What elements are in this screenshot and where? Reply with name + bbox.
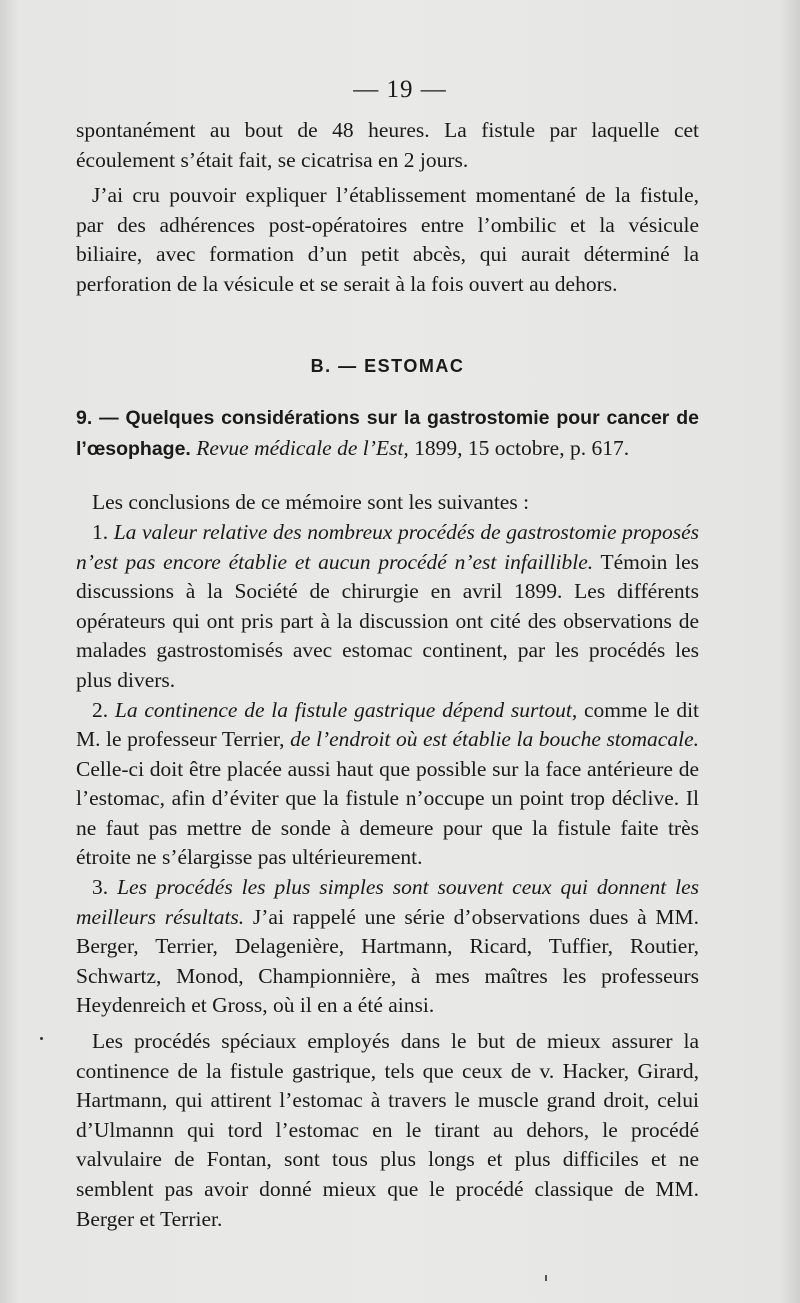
item-9-journal: Revue médicale de l’Est, xyxy=(196,435,409,460)
page-number: — 19 — xyxy=(353,76,447,103)
item-9-entry xyxy=(76,403,699,464)
conclusion-2 xyxy=(76,696,699,874)
conclusions-intro: Les conclusions de ce mémoire sont les suivantes : xyxy=(92,490,530,515)
conclusion-3-text: J’ai rappelé une série d’observations dues à MM. Berger, Terrier, Delagenière, Hartmann, Ricard, Tuffier, Routier, Schwartz, Monod, Championnière, à mes maîtres les professeurs Heydenreich et Gross, où il en a été ainsi. xyxy=(76,904,699,1018)
margin-dot xyxy=(40,1037,43,1040)
conclusion-1 xyxy=(76,518,699,696)
conclusion-2-italic-2: de l’endroit où est établie la bouche stomacale. xyxy=(290,727,699,752)
conclusion-2-number: 2. xyxy=(92,697,115,722)
conclusion-2-italic: La continence de la fistule gastrique dépend surtout, xyxy=(114,697,578,722)
conclusion-2-text: Celle-ci doit être placée aussi haut que possible sur la face antérieure de l’estomac, afin d’éviter que la fistule n’occupe un point trop déclive. Il ne faut pas mettre de sonde à demeure pour que la fistule faite très étroite ne s’élargisse pas ultérieurement. xyxy=(76,756,699,870)
paragraph-final: Les procédés spéciaux employés dans le but de mieux assurer la continence de la fistule gastrique, tels que ceux de v. Hacker, Girard, Hartmann, qui attirent l’estomac à travers le muscle grand droit, celui d’Ulmannn qui tord l’estomac en le tirant au dehors, le procédé valvulaire de Fontan, sont tous plus longs et plus difficiles et ne semblent pas avoir donné mieux que le procédé classique de MM. Berger et Terrier. xyxy=(76,1029,699,1231)
conclusion-1-number: 1. xyxy=(92,519,114,544)
paragraph-fistule: J’ai cru pouvoir expliquer l’établissement momentané de la fistule, par des adhérences post-opératoires entre l’ombilic et la vésicule biliaire, avec formation d’un petit abcès, qui aurait déterminé la perforation de la vésicule et se serait à la fois ouvert au dehors. xyxy=(76,183,699,296)
print-mark xyxy=(545,1275,547,1281)
item-9-citation: 1899, 15 octobre, p. 617. xyxy=(408,435,630,460)
conclusion-3 xyxy=(76,873,699,1021)
section-heading: B. — ESTOMAC xyxy=(310,355,465,376)
paragraph-continuation: spontanément au bout de 48 heures. La fistule par laquelle cet écoulement s’était fait, se cicatrisa en 2 jours. xyxy=(76,118,699,172)
conclusion-3-italic: Les procédés les plus simples sont souvent ceux qui donnent les meilleurs résultats. xyxy=(76,875,700,929)
conclusion-1-italic: La valeur relative des nombreux procédés de gastrostomie proposés n’est pas encore établie et aucun procédé n’est infaillible. xyxy=(76,519,699,574)
conclusion-2-mid: comme le dit M. le professeur Terrier, xyxy=(76,697,700,752)
conclusion-3-number: 3. xyxy=(92,875,118,900)
item-9-title: 9. — Quelques considérations sur la gastrostomie pour cancer de l’œsophage. xyxy=(76,407,699,460)
conclusion-1-text: Témoin les discussions à la Société de chirurgie en avril 1899. Les différents opérateurs qui ont pris part à la discussion ont cité des observations de malades gastrostomisés avec estomac continent, par les procédés les plus divers. xyxy=(76,549,699,692)
page-body xyxy=(76,116,699,1234)
